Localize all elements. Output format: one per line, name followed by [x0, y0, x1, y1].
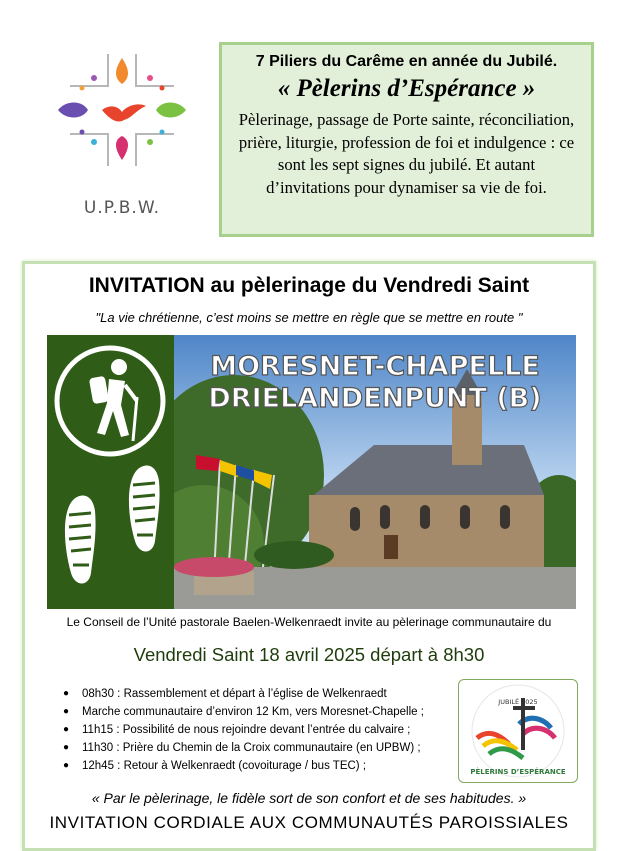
- schedule-text: 12h45 : Retour à Welkenraedt (covoiturage / bus TEC) ;: [82, 760, 367, 772]
- schedule-list: [63, 685, 424, 775]
- final-quote: « Par le pèlerinage, le fidèle sort de son confort et de ses habitudes. »: [91, 790, 527, 806]
- photo-title-line2: DRIELANDENPUNT (B): [208, 383, 542, 414]
- schedule-item: [63, 757, 424, 775]
- schedule-text: Marche communautaire d’environ 12 Km, vers Moresnet-Chapelle ;: [82, 706, 424, 718]
- schedule-text: 08h30 : Rassemblement et départ à l’église de Welkenraedt: [82, 688, 387, 700]
- bullet-icon: ●: [63, 760, 70, 771]
- header-title: 7 Piliers du Carême en année du Jubilé.: [255, 53, 558, 70]
- photo-title-line1: MORESNET-CHAPELLE: [210, 351, 540, 382]
- chapel-photo: [174, 335, 576, 609]
- schedule-item: [63, 703, 424, 721]
- invitation-quote: "La vie chrétienne, c’est moins se mettre en règle que se mettre en route ": [95, 310, 523, 325]
- jubilee-info-box: [219, 42, 594, 237]
- schedule-text: 11h30 : Prière du Chemin de la Croix communautaire (en UPBW) ;: [82, 742, 421, 754]
- bullet-icon: ●: [63, 742, 70, 753]
- badge-top-text: JUBILÉ 2025: [498, 698, 538, 706]
- invite-text: Le Conseil de l’Unité pastorale Baelen-Welkenraedt invite au pèlerinage communautaire du: [66, 615, 552, 629]
- logo-text: U.P.B.W.: [83, 198, 161, 218]
- bullet-icon: ●: [63, 706, 70, 717]
- schedule-text: 11h15 : Possibilité de nous rejoindre devant l’entrée du calvaire ;: [82, 724, 411, 736]
- hiker-icon: [57, 348, 163, 454]
- upbw-logo: [52, 48, 192, 228]
- bullet-icon: ●: [63, 688, 70, 699]
- hiker-panel: [47, 335, 174, 609]
- bullet-icon: ●: [63, 724, 70, 735]
- schedule-item: [63, 739, 424, 757]
- date-line: Vendredi Saint 18 avril 2025 départ à 8h30: [133, 644, 485, 665]
- header-slogan: « Pèlerins d’Espérance »: [277, 75, 536, 102]
- footprints-icon: [65, 466, 160, 584]
- jubilee-logo: [458, 679, 578, 783]
- final-invite: INVITATION CORDIALE AUX COMMUNAUTÉS PAROISSIALES: [49, 813, 569, 832]
- header-body: Pèlerinage, passage de Porte sainte, réconciliation, prière, liturgie, profession de foi et indulgence : ce sont les sept signes du jubilé. Et autant d’invitations pour dynamiser sa vie de foi.: [238, 110, 575, 197]
- schedule-item: [63, 685, 424, 703]
- invitation-title: INVITATION au pèlerinage du Vendredi Saint: [88, 274, 530, 297]
- invitation-box: [22, 261, 596, 851]
- schedule-item: [63, 721, 424, 739]
- badge-bottom-text: PÈLERINS D’ESPÉRANCE: [470, 768, 566, 776]
